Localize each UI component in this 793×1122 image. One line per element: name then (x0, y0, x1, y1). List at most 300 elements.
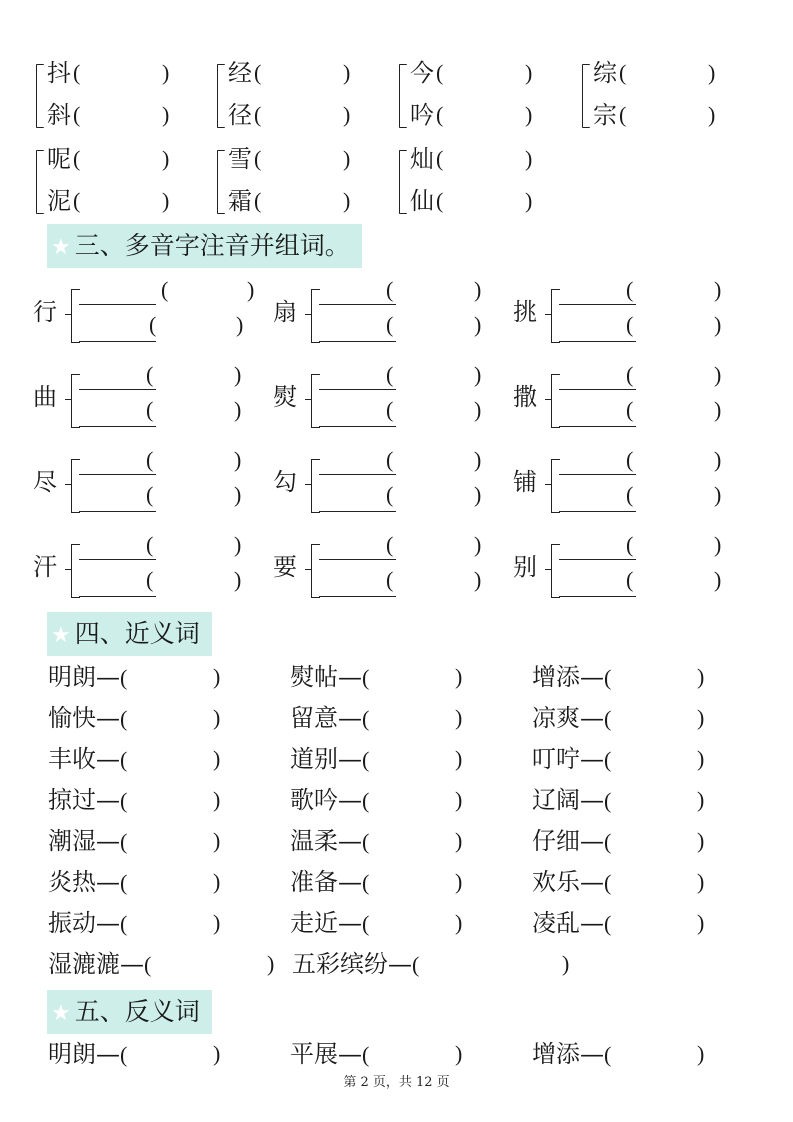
char-bottom: 宗 (593, 101, 617, 129)
paren-close: ) (714, 397, 722, 422)
bracket-top (71, 374, 80, 402)
answer-line-2[interactable] (79, 511, 156, 512)
paren-close: ) (234, 397, 242, 422)
polyphonic-char: 行 (33, 298, 57, 326)
bracket-top (71, 459, 80, 487)
paren-close: ) (474, 532, 482, 557)
paren-close: ) (162, 146, 170, 171)
synonym-word: 准备— (290, 868, 362, 896)
answer-blank[interactable] (138, 869, 208, 895)
section-5-header (47, 990, 212, 1034)
group-bracket (36, 64, 44, 128)
answer-blank[interactable] (138, 828, 208, 854)
paren-open: ( (146, 362, 154, 387)
page-footer: 第 2 页，共 12 页 (343, 1075, 450, 1090)
char-top: 综 (593, 59, 617, 87)
polyphonic-group (33, 532, 248, 609)
bracket-top (71, 289, 80, 317)
bracket-bottom (71, 486, 80, 513)
synonym-item (532, 662, 611, 692)
answer-line-2[interactable] (559, 511, 636, 512)
polyphonic-group (513, 532, 728, 609)
answer-blank[interactable] (622, 664, 692, 690)
synonym-word: 留意— (290, 704, 362, 732)
bracket-top (311, 544, 320, 572)
answer-line-2[interactable] (559, 426, 636, 427)
char-top: 灿 (410, 145, 434, 173)
paren-open: ( (362, 870, 370, 895)
paren-close: ) (474, 312, 482, 337)
polyphonic-char: 汗 (33, 553, 57, 581)
paren-close: ) (525, 146, 533, 171)
answer-line-2[interactable] (79, 341, 156, 342)
paren-close: ) (213, 869, 221, 894)
synonym-word: 欢乐— (532, 868, 604, 896)
synonym-word: 增添— (532, 663, 604, 691)
synonym-word: 振动— (48, 909, 120, 937)
answer-blank[interactable] (138, 1041, 208, 1067)
answer-blank[interactable] (380, 910, 450, 936)
answer-blank[interactable] (265, 191, 345, 215)
synonym-item (532, 703, 611, 733)
star-icon: ★ (51, 1001, 71, 1026)
polyphonic-char: 熨 (273, 383, 297, 411)
polyphonic-char: 曲 (33, 383, 57, 411)
similar-char-group (217, 58, 397, 138)
paren-open: ( (362, 788, 370, 813)
answer-line-1[interactable] (559, 474, 636, 475)
similar-char-group (399, 58, 579, 138)
paren-open: ( (604, 747, 612, 772)
char-top: 今 (410, 59, 434, 87)
paren-close: ) (234, 532, 242, 557)
paren-close: ) (714, 532, 722, 557)
synonym-item (290, 662, 369, 692)
paren-open: ( (146, 397, 154, 422)
section-3-title: 三、多音字注音并组词。 (74, 231, 350, 260)
char-bottom: 吟 (410, 101, 434, 129)
answer-blank[interactable] (84, 149, 164, 173)
paren-close: ) (474, 567, 482, 592)
answer-blank[interactable] (84, 191, 164, 215)
paren-close: ) (697, 869, 705, 894)
synonym-item (48, 867, 127, 897)
synonym-word: 仔细— (532, 827, 604, 855)
polyphonic-group (273, 362, 488, 439)
paren-open: ( (619, 102, 627, 127)
answer-blank[interactable] (630, 63, 710, 87)
synonym-word: 明朗— (48, 663, 120, 691)
paren-open: ( (604, 870, 612, 895)
paren-close: ) (697, 787, 705, 812)
paren-close: ) (474, 482, 482, 507)
bracket-top (551, 459, 560, 487)
group-bracket (217, 64, 225, 128)
paren-close: ) (697, 664, 705, 689)
paren-open: ( (146, 567, 154, 592)
char-bottom: 霜 (228, 187, 252, 215)
synonym-item (532, 785, 611, 815)
antonym-word: 平展— (290, 1040, 362, 1068)
synonym-item (532, 826, 611, 856)
polyphonic-char: 撒 (513, 383, 537, 411)
paren-close: ) (525, 188, 533, 213)
synonym-item (290, 867, 369, 897)
paren-open: ( (146, 482, 154, 507)
answer-blank[interactable] (380, 869, 450, 895)
paren-open: ( (626, 447, 634, 472)
paren-close: ) (455, 705, 463, 730)
paren-close: ) (213, 828, 221, 853)
paren-open: ( (436, 146, 444, 171)
polyphonic-char: 别 (513, 553, 537, 581)
paren-close: ) (697, 746, 705, 771)
paren-close: ) (343, 60, 351, 85)
paren-open: ( (604, 1042, 612, 1067)
answer-line-1[interactable] (79, 389, 156, 390)
answer-line-1[interactable] (559, 389, 636, 390)
paren-close: ) (714, 567, 722, 592)
paren-close: ) (474, 277, 482, 302)
paren-close: ) (162, 188, 170, 213)
answer-blank[interactable] (138, 664, 208, 690)
bracket-top (311, 374, 320, 402)
paren-close: ) (714, 482, 722, 507)
group-bracket (217, 150, 225, 214)
answer-blank[interactable] (447, 105, 527, 129)
paren-open: ( (386, 397, 394, 422)
paren-close: ) (708, 60, 716, 85)
synonym-item (532, 908, 611, 938)
paren-close: ) (234, 362, 242, 387)
answer-blank[interactable] (447, 63, 527, 87)
paren-close: ) (455, 664, 463, 689)
paren-open: ( (626, 277, 634, 302)
synonym-word: 炎热— (48, 868, 120, 896)
paren-close: ) (474, 362, 482, 387)
char-top: 呢 (47, 145, 71, 173)
paren-open: ( (120, 788, 128, 813)
similar-char-group (36, 58, 216, 138)
paren-open: ( (386, 362, 394, 387)
answer-blank[interactable] (447, 191, 527, 215)
synonym-item (48, 785, 127, 815)
answer-line-2[interactable] (319, 511, 396, 512)
paren-open: ( (254, 146, 262, 171)
paren-open: ( (254, 188, 262, 213)
synonym-item (48, 744, 127, 774)
paren-close: ) (213, 705, 221, 730)
synonym-word: 掠过— (48, 786, 120, 814)
bracket-top (551, 544, 560, 572)
similar-char-group (36, 144, 216, 224)
answer-blank[interactable] (138, 705, 208, 731)
answer-blank[interactable] (622, 910, 692, 936)
paren-close: ) (343, 102, 351, 127)
paren-open: ( (120, 911, 128, 936)
answer-line-1[interactable] (319, 559, 396, 560)
synonym-item (48, 826, 127, 856)
synonym-word: 丰收— (48, 745, 120, 773)
paren-close: ) (213, 787, 221, 812)
answer-blank[interactable] (622, 705, 692, 731)
polyphonic-char: 挑 (513, 298, 537, 326)
synonym-word: 道别— (290, 745, 362, 773)
bracket-top (311, 289, 320, 317)
bracket-top (311, 459, 320, 487)
paren-close: ) (455, 746, 463, 771)
synonym-word: 凌乱— (532, 909, 604, 937)
paren-close: ) (525, 102, 533, 127)
answer-blank[interactable] (138, 746, 208, 772)
paren-open: ( (386, 312, 394, 337)
answer-blank[interactable] (265, 105, 345, 129)
answer-blank[interactable] (622, 828, 692, 854)
synonym-word: 歌吟— (290, 786, 362, 814)
paren-open: ( (436, 188, 444, 213)
paren-close: ) (474, 447, 482, 472)
paren-open: ( (362, 706, 370, 731)
antonym-word: 明朗— (48, 1040, 120, 1068)
paren-open: ( (386, 532, 394, 557)
char-bottom: 径 (228, 101, 252, 129)
paren-open: ( (362, 747, 370, 772)
answer-blank[interactable] (622, 1041, 692, 1067)
paren-open: ( (626, 312, 634, 337)
answer-blank[interactable] (138, 787, 208, 813)
polyphonic-char: 勾 (273, 468, 297, 496)
answer-line-1[interactable] (559, 559, 636, 560)
bracket-bottom (551, 571, 560, 598)
paren-open: ( (161, 277, 169, 302)
paren-close: ) (455, 828, 463, 853)
paren-close: ) (234, 447, 242, 472)
char-top: 雪 (228, 145, 252, 173)
answer-blank[interactable] (138, 910, 208, 936)
answer-blank[interactable] (382, 951, 557, 977)
synonym-item (290, 826, 369, 856)
answer-blank[interactable] (265, 149, 345, 173)
paren-close: ) (213, 910, 221, 935)
synonym-item (48, 908, 127, 938)
paren-close: ) (267, 951, 275, 976)
paren-open: ( (120, 1042, 128, 1067)
paren-open: ( (436, 60, 444, 85)
char-bottom: 斜 (47, 101, 71, 129)
char-top: 经 (228, 59, 252, 87)
polyphonic-group (273, 447, 488, 524)
paren-close: ) (708, 102, 716, 127)
answer-blank[interactable] (380, 1041, 450, 1067)
char-bottom: 泥 (47, 187, 71, 215)
star-icon: ★ (51, 623, 71, 648)
synonym-item (290, 703, 369, 733)
section-4-title: 四、近义词 (74, 619, 200, 648)
paren-close: ) (455, 910, 463, 935)
synonym-word: 叮咛— (532, 745, 604, 773)
paren-open: ( (436, 102, 444, 127)
paren-open: ( (144, 952, 152, 977)
paren-close: ) (234, 567, 242, 592)
bracket-top (551, 374, 560, 402)
paren-open: ( (604, 706, 612, 731)
answer-blank[interactable] (380, 828, 450, 854)
polyphonic-char: 铺 (513, 468, 537, 496)
answer-blank[interactable] (84, 63, 164, 87)
antonym-word: 增添— (532, 1040, 604, 1068)
paren-open: ( (120, 665, 128, 690)
antonym-item (48, 1039, 127, 1069)
paren-open: ( (626, 362, 634, 387)
paren-open: ( (619, 60, 627, 85)
polyphonic-group (513, 362, 728, 439)
paren-open: ( (146, 447, 154, 472)
paren-close: ) (697, 828, 705, 853)
paren-open: ( (120, 870, 128, 895)
synonym-item (290, 908, 369, 938)
bracket-bottom (311, 401, 320, 428)
polyphonic-group (513, 277, 728, 354)
paren-close: ) (247, 277, 255, 302)
polyphonic-group (273, 277, 488, 354)
paren-close: ) (714, 277, 722, 302)
paren-close: ) (455, 1041, 463, 1066)
synonym-item (48, 949, 151, 979)
synonym-word: 愉快— (48, 704, 120, 732)
bracket-bottom (551, 316, 560, 343)
answer-blank[interactable] (380, 664, 450, 690)
synonym-item (290, 785, 369, 815)
answer-line-1[interactable] (319, 304, 396, 305)
paren-open: ( (626, 532, 634, 557)
synonym-word: 熨帖— (290, 663, 362, 691)
paren-close: ) (714, 447, 722, 472)
answer-blank[interactable] (622, 746, 692, 772)
answer-line-1[interactable] (79, 559, 156, 560)
paren-open: ( (362, 665, 370, 690)
synonym-word: 凉爽— (532, 704, 604, 732)
synonym-word: 湿漉漉— (48, 950, 144, 978)
paren-close: ) (343, 146, 351, 171)
synonym-word: 潮湿— (48, 827, 120, 855)
section-3-header (47, 224, 362, 268)
polyphonic-group (33, 447, 248, 524)
paren-close: ) (474, 397, 482, 422)
paren-close: ) (213, 1041, 221, 1066)
paren-open: ( (120, 829, 128, 854)
answer-line-2[interactable] (319, 426, 396, 427)
synonym-item (48, 662, 127, 692)
paren-close: ) (162, 102, 170, 127)
polyphonic-char: 扇 (273, 298, 297, 326)
paren-close: ) (714, 362, 722, 387)
answer-line-2[interactable] (79, 596, 156, 597)
answer-line-2[interactable] (559, 596, 636, 597)
bracket-bottom (71, 316, 80, 343)
answer-blank[interactable] (380, 746, 450, 772)
paren-close: ) (525, 60, 533, 85)
paren-open: ( (362, 911, 370, 936)
char-bottom: 仙 (410, 187, 434, 215)
answer-line-2[interactable] (79, 426, 156, 427)
paren-open: ( (386, 567, 394, 592)
paren-open: ( (386, 447, 394, 472)
antonym-item (532, 1039, 611, 1069)
polyphonic-group (33, 277, 255, 354)
answer-line-2[interactable] (559, 341, 636, 342)
answer-blank[interactable] (265, 63, 345, 87)
paren-open: ( (386, 277, 394, 302)
answer-blank[interactable] (447, 149, 527, 173)
paren-close: ) (343, 188, 351, 213)
paren-close: ) (455, 787, 463, 812)
paren-close: ) (213, 746, 221, 771)
answer-blank[interactable] (84, 105, 164, 129)
paren-open: ( (362, 829, 370, 854)
answer-line-1[interactable] (79, 304, 156, 305)
paren-open: ( (604, 829, 612, 854)
paren-open: ( (254, 60, 262, 85)
bracket-bottom (71, 571, 80, 598)
answer-blank[interactable] (380, 705, 450, 731)
polyphonic-char: 要 (273, 553, 297, 581)
paren-open: ( (73, 102, 81, 127)
bracket-bottom (551, 486, 560, 513)
answer-blank[interactable] (630, 105, 710, 129)
polyphonic-group (33, 362, 248, 439)
bracket-bottom (311, 486, 320, 513)
paren-close: ) (234, 482, 242, 507)
paren-open: ( (626, 567, 634, 592)
answer-line-1[interactable] (79, 474, 156, 475)
bracket-top (71, 544, 80, 572)
answer-line-1[interactable] (319, 389, 396, 390)
answer-line-2[interactable] (319, 596, 396, 597)
paren-open: ( (73, 188, 81, 213)
answer-blank[interactable] (622, 787, 692, 813)
polyphonic-char: 尽 (33, 468, 57, 496)
answer-blank[interactable] (138, 951, 262, 977)
answer-line-2[interactable] (319, 341, 396, 342)
synonym-word: 温柔— (290, 827, 362, 855)
paren-open: ( (386, 482, 394, 507)
paren-close: ) (236, 312, 244, 337)
synonym-word: 五彩缤纷— (292, 950, 412, 978)
answer-blank[interactable] (380, 787, 450, 813)
paren-open: ( (412, 952, 420, 977)
section-4-header (47, 612, 212, 656)
bracket-bottom (311, 316, 320, 343)
paren-open: ( (604, 665, 612, 690)
bracket-bottom (71, 401, 80, 428)
group-bracket (399, 150, 407, 214)
bracket-top (551, 289, 560, 317)
paren-open: ( (604, 788, 612, 813)
paren-close: ) (213, 664, 221, 689)
answer-line-1[interactable] (559, 304, 636, 305)
bracket-bottom (551, 401, 560, 428)
synonym-word: 走近— (290, 909, 362, 937)
paren-open: ( (73, 146, 81, 171)
answer-line-1[interactable] (319, 474, 396, 475)
group-bracket (582, 64, 590, 128)
synonym-word: 辽阔— (532, 786, 604, 814)
paren-open: ( (146, 532, 154, 557)
paren-open: ( (73, 60, 81, 85)
answer-blank[interactable] (622, 869, 692, 895)
paren-open: ( (626, 482, 634, 507)
polyphonic-group (513, 447, 728, 524)
